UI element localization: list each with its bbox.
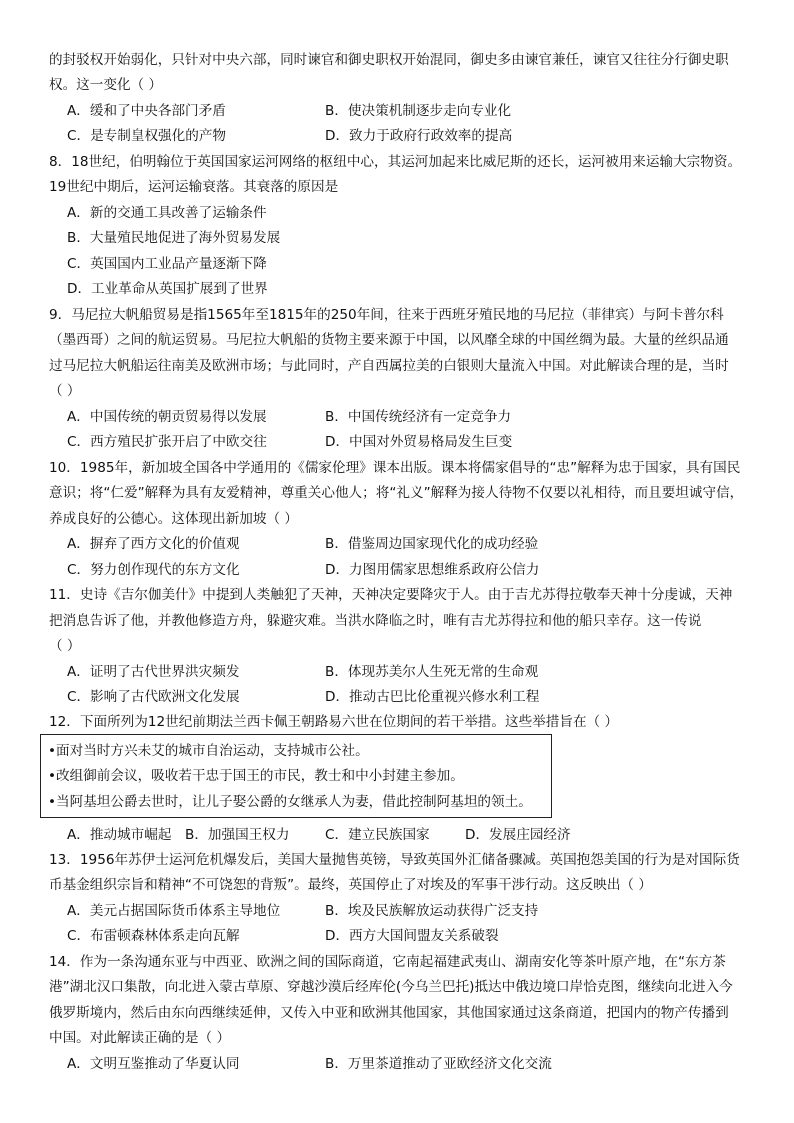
q12-box-item: •当阿基坦公爵去世时，让儿子娶公爵的女继承人为妻，借此控制阿基坦的领土。	[48, 794, 532, 810]
q9-option-b: B．中国传统经济有一定竞争力	[325, 409, 512, 425]
q10-stem-line: 10．1985年，新加坡全国各中学通用的《儒家伦理》课本出版。课本将儒家倡导的“忠”解释为忠于国家，具有国民	[49, 460, 741, 476]
q14-option-b: B．万里茶道推动了亚欧经济文化交流	[325, 1056, 552, 1072]
q14-stem-line: 14．作为一条沟通东亚与中西亚、欧洲之间的国际商道，它南起福建武夷山、湖南安化等茶叶原产地，在“东方茶	[49, 954, 726, 970]
q7-option-b: B．使决策机制逐步走向专业化	[325, 103, 512, 119]
q9-stem-line: 9．马尼拉大帆船贸易是指1565年至1815年的250年间，往来于西班牙殖民地的马尼拉（菲律宾）与阿卡普尔科	[49, 307, 724, 323]
q7-option-d: D．致力于政府行政效率的提高	[325, 128, 513, 144]
q12-option-c: C．建立民族国家	[325, 827, 430, 843]
q9-stem-line: （墨西哥）之间的航运贸易。马尼拉大帆船的货物主要来源于中国，以风靡全球的中国丝绸为最。大量的丝织品通	[49, 332, 729, 348]
q9-stem-line: （ ）	[49, 383, 81, 399]
q10-option-b: B．借鉴周边国家现代化的成功经验	[325, 536, 539, 552]
q11-option-d: D．推动古巴比伦重视兴修水利工程	[325, 689, 540, 705]
q7-stem-line: 的封驳权开始弱化，只针对中央六部，同时谏官和御史职权开始混同，御史多由谏官兼任，谏官又往往分行御史职	[49, 52, 729, 68]
q9-option-c: C．西方殖民扩张开启了中欧交往	[67, 434, 267, 450]
q11-option-c: C．影响了古代欧洲文化发展	[67, 689, 240, 705]
q9-option-d: D．中国对外贸易格局发生巨变	[325, 434, 513, 450]
q7-stem-line: 权。这一变化（ ）	[49, 77, 163, 93]
q9-option-a: A．中国传统的朝贡贸易得以发展	[67, 409, 267, 425]
q10-stem-line: 意识；将“仁爱”解释为具有友爱精神，尊重关心他人；将“礼义”解释为接人待物不仅要以礼相待，而且要坦诚守信，	[49, 485, 744, 501]
q13-option-b: B．埃及民族解放运动获得广泛支持	[325, 903, 539, 919]
q14-option-a: A．文明互鉴推动了华夏认同	[67, 1056, 240, 1072]
q12-option-a: A．推动城市崛起	[67, 827, 172, 843]
q11-stem-line: 把消息告诉了他，并教他修造方舟，躲避灾难。当洪水降临之时，唯有吉尤苏得拉和他的船只幸存。这一传说	[49, 613, 702, 629]
q13-option-c: C．布雷顿森林体系走向瓦解	[67, 928, 240, 944]
q9-stem-line: 过马尼拉大帆船运往南美及欧洲市场；与此同时，产自西属拉美的白银则大量流入中国。对此解读合理的是，当时	[49, 358, 729, 374]
q10-option-d: D．力图用儒家思想维系政府公信力	[325, 562, 540, 578]
q7-option-a: A．缓和了中央各部门矛盾	[67, 103, 226, 119]
q12-box-item: •改组御前会议，吸收若干忠于国王的市民，教士和中小封建主参加。	[48, 768, 464, 784]
q13-option-a: A．美元占据国际货币体系主导地位	[67, 903, 281, 919]
q8-option-a: A．新的交通工具改善了运输条件	[67, 205, 267, 221]
q8-stem-line: 8．18世纪，伯明翰位于英国国家运河网络的枢纽中心，其运河加起来比威尼斯的还长，运河被用来运输大宗物资。	[49, 154, 742, 170]
q13-stem-line: 13．1956年苏伊士运河危机爆发后，美国大量抛售英镑，导致英国外汇储备骤减。英国抱怨美国的行为是对国际货	[49, 852, 740, 868]
q11-stem-line: 11．史诗《吉尔伽美什》中提到人类触犯了天神，天神决定要降灾于人。由于吉尤苏得拉敬奉天神十分虔诚，天神	[49, 587, 733, 603]
q11-option-b: B．体现苏美尔人生死无常的生命观	[325, 664, 539, 680]
q14-stem-line: 中国。对此解读正确的是（ ）	[49, 1030, 231, 1046]
q10-stem-line: 养成良好的公德心。这体现出新加坡（ ）	[49, 511, 299, 527]
q12-box-item: •面对当时方兴未艾的城市自治运动，支持城市公社。	[48, 743, 369, 759]
q14-stem-line: 俄罗斯境内，然后由东向西继续延伸，又传入中亚和欧洲其他国家，其他国家通过这条商道，把国内的物产传播到	[49, 1005, 729, 1021]
q8-option-c: C．英国国内工业品产量逐渐下降	[67, 256, 267, 272]
q7-option-c: C．是专制皇权强化的产物	[67, 128, 227, 144]
q10-option-a: A．摒弃了西方文化的价值观	[67, 536, 240, 552]
q8-option-d: D．工业革命从英国扩展到了世界	[67, 281, 268, 297]
q12-stem-line: 12．下面所列为12世纪前期法兰西卡佩王朝路易六世在位期间的若干举措。这些举措旨在（ ）	[49, 714, 619, 730]
q8-option-b: B．大量殖民地促进了海外贸易发展	[67, 230, 281, 246]
q8-stem-line: 19世纪中期后，运河运输衰落。其衰落的原因是	[49, 179, 339, 195]
q13-stem-line: 币基金组织宗旨和精神“不可饶恕的背叛”。最终，英国停止了对埃及的军事干涉行动。这反映出（ ）	[49, 877, 652, 893]
q12-option-b: B．加强国王权力	[185, 827, 290, 843]
q10-option-c: C．努力创作现代的东方文化	[67, 562, 240, 578]
q11-option-a: A．证明了古代世界洪灾频发	[67, 664, 240, 680]
q13-option-d: D．西方大国间盟友关系破裂	[325, 928, 499, 944]
q12-option-d: D．发展庄园经济	[465, 827, 571, 843]
q14-stem-line: 港”湖北汉口集散，向北进入蒙古草原、穿越沙漠后经库伦(今乌兰巴托)抵达中俄边境口岸恰克图，继续向北进入今	[49, 979, 733, 995]
q11-stem-line: （ ）	[49, 638, 81, 654]
